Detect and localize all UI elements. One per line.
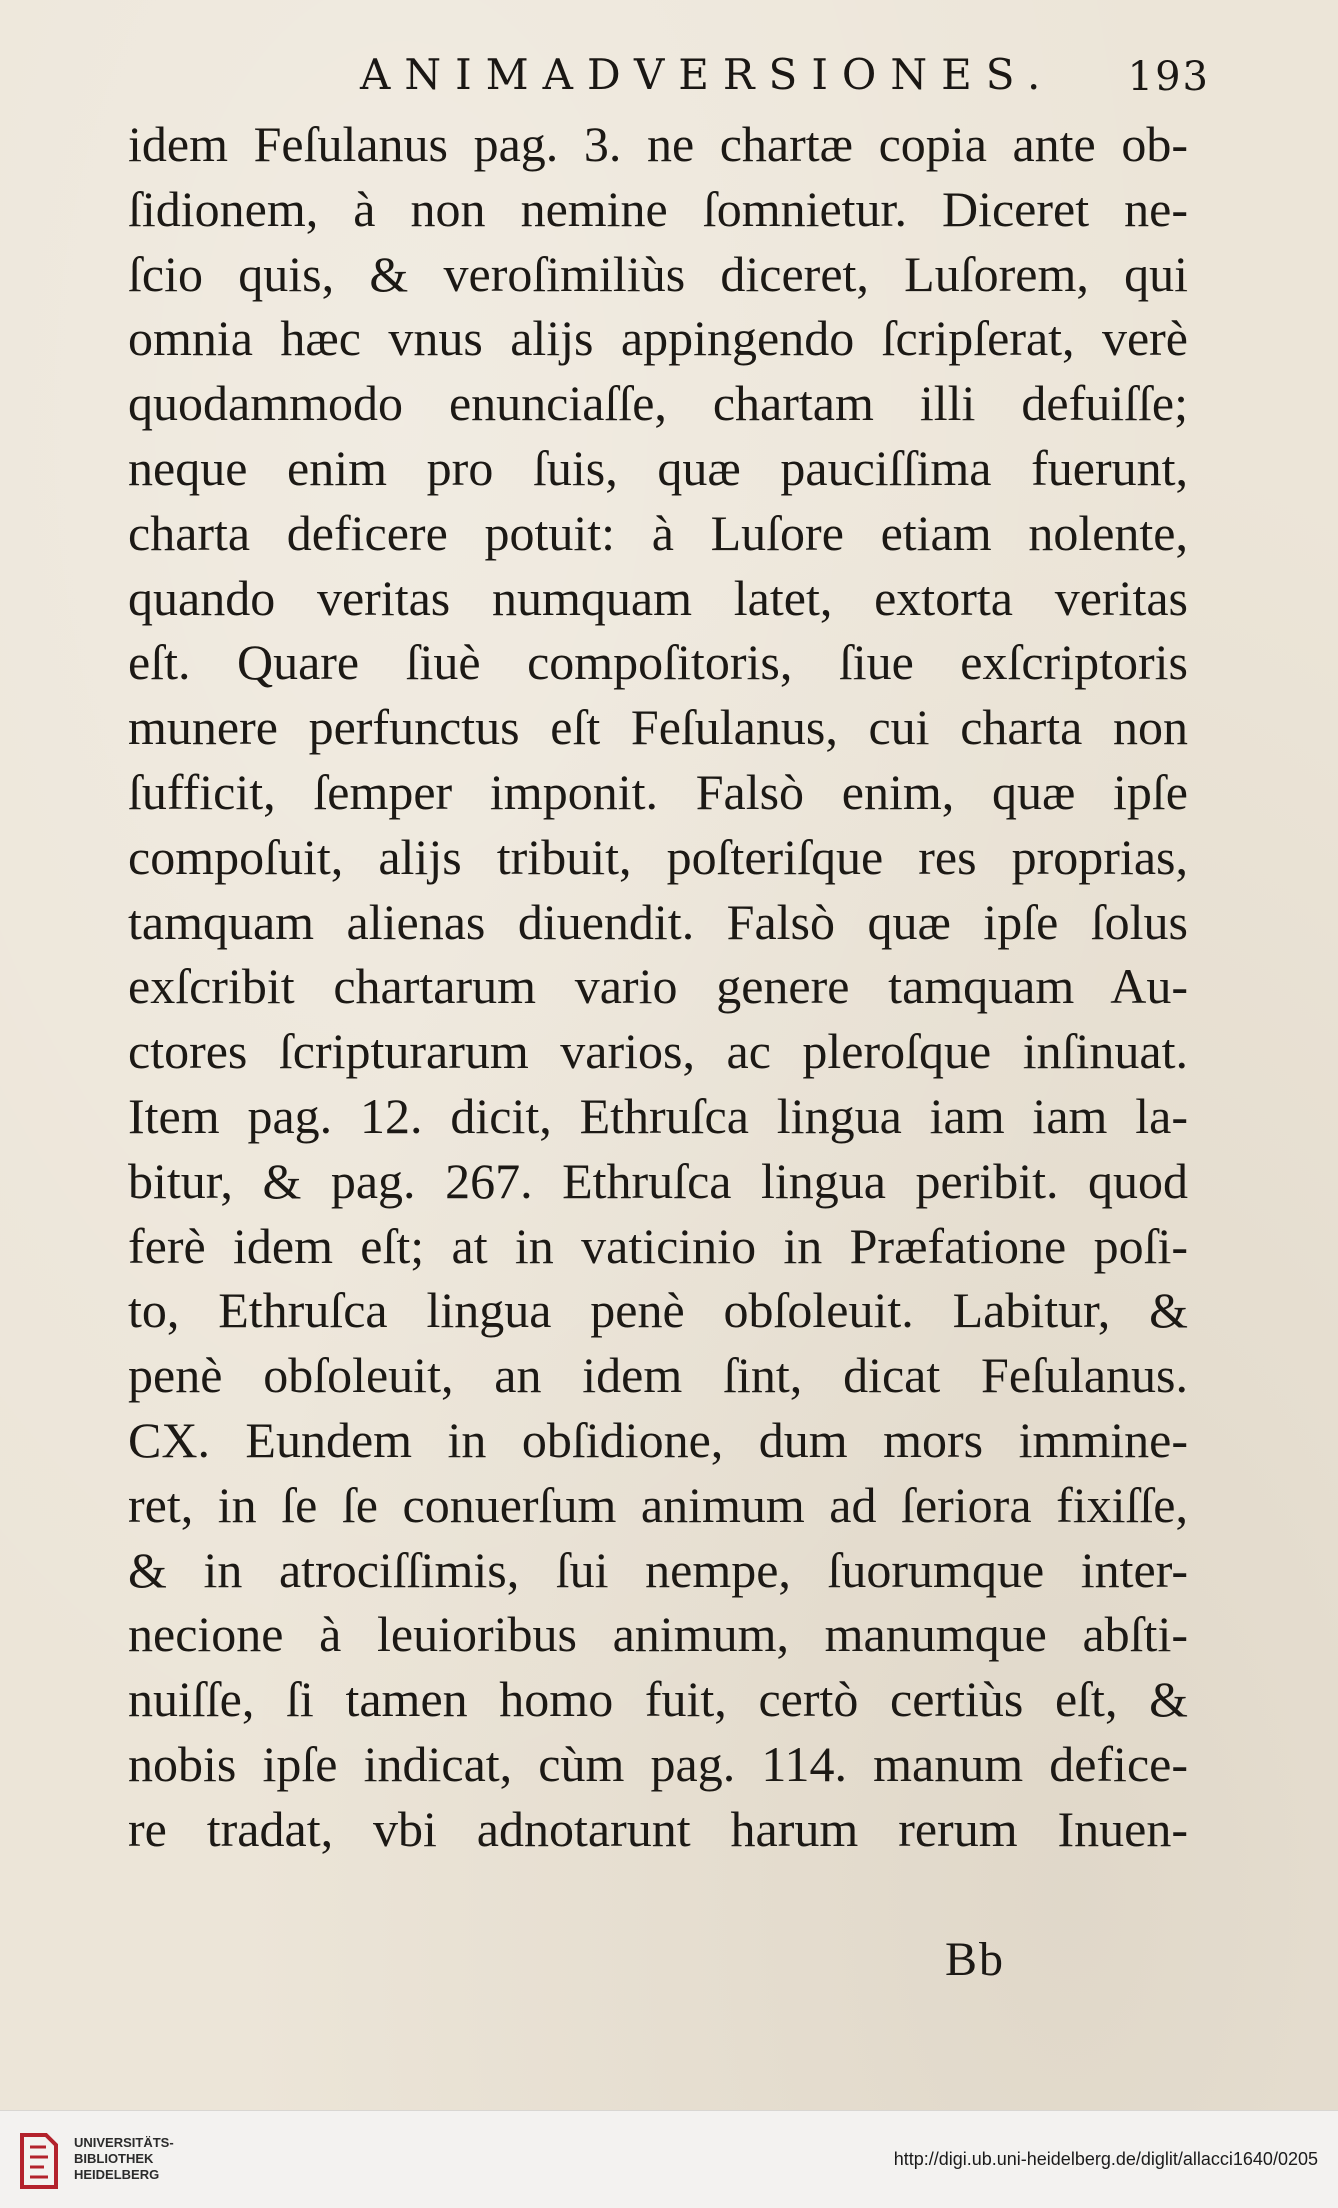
text-line: re tradat, vbi adnotarunt harum rerum Inuen- (128, 1800, 1188, 1857)
text-line: quando veritas numquam latet, extorta veritas (128, 569, 1188, 626)
text-line: tamquam alienas diuendit. Falsò quæ ipſe ſolus (128, 893, 1188, 950)
library-name-line: UNIVERSITÄTS- (74, 2135, 174, 2150)
text-line: compoſuit, alijs tribuit, poſteriſque res proprias, (128, 828, 1188, 885)
text-line: neque enim pro ſuis, quæ pauciſſima fuerunt, (128, 439, 1188, 496)
body-text (128, 112, 1198, 1862)
text-line: penè obſoleuit, an idem ſint, dicat Feſulanus. (128, 1347, 1188, 1404)
text-line: charta deficere potuit: à Luſore etiam nolente, (128, 504, 1188, 561)
permalink-url[interactable]: http://digi.ub.uni-heidelberg.de/diglit/allacci1640/0205 (893, 2149, 1318, 2169)
page-header (120, 50, 1210, 110)
text-line: ſcio quis, & veroſimiliùs diceret, Luſorem, qui (128, 245, 1188, 302)
text-line: bitur, & pag. 267. Ethruſca lingua peribit. quod (128, 1152, 1188, 1209)
library-name-line: HEIDELBERG (74, 2167, 160, 2182)
text-line: nobis ipſe indicat, cùm pag. 114. manum defice- (128, 1735, 1188, 1792)
text-line: eſt. Quare ſiuè compoſitoris, ſiue exſcriptoris (128, 634, 1188, 691)
library-logo-icon (16, 2131, 62, 2191)
text-line: ret, in ſe ſe conuerſum animum ad ſeriora fixiſſe, (128, 1476, 1188, 1533)
text-line: ſufficit, ſemper imponit. Falsò enim, quæ ipſe (128, 763, 1188, 820)
text-line: nuiſſe, ſi tamen homo fuit, certò certiùs eſt, & (128, 1671, 1188, 1728)
signature-mark: Bb (945, 1933, 1006, 1986)
text-line: Item pag. 12. dicit, Ethruſca lingua iam iam la- (128, 1087, 1188, 1144)
text-line: munere perfunctus eſt Feſulanus, cui charta non (128, 699, 1188, 756)
text-line: & in atrociſſimis, ſui nempe, ſuorumque inter- (128, 1541, 1188, 1598)
text-line: exſcribit chartarum vario genere tamquam Au- (128, 958, 1188, 1015)
text-line: ctores ſcripturarum varios, ac pleroſque inſinuat. (128, 1023, 1188, 1080)
text-line: ferè idem eſt; at in vaticinio in Præfatione poſi- (128, 1217, 1188, 1274)
library-name-line: BIBLIOTHEK (74, 2151, 154, 2166)
running-head: ANIMADVERSIONES. (360, 50, 1055, 99)
text-line: idem Feſulanus pag. 3. ne chartæ copia ante ob- (128, 116, 1188, 172)
text-line: omnia hæc vnus alijs appingendo ſcripſerat, verè (128, 310, 1188, 367)
text-line: to, Ethruſca lingua penè obſoleuit. Labitur, & (128, 1282, 1188, 1339)
text-line: necione à leuioribus animum, manumque abſti- (128, 1606, 1188, 1663)
text-line: ſidionem, à non nemine ſomnietur. Diceret ne- (128, 180, 1188, 237)
library-name (74, 2135, 174, 2183)
viewer-footer (0, 2110, 1338, 2208)
page-number: 193 (1127, 54, 1210, 100)
text-line: CX. Eundem in obſidione, dum mors immine- (128, 1411, 1188, 1468)
text-line: quodammodo enunciaſſe, chartam illi defuiſſe; (128, 375, 1188, 432)
